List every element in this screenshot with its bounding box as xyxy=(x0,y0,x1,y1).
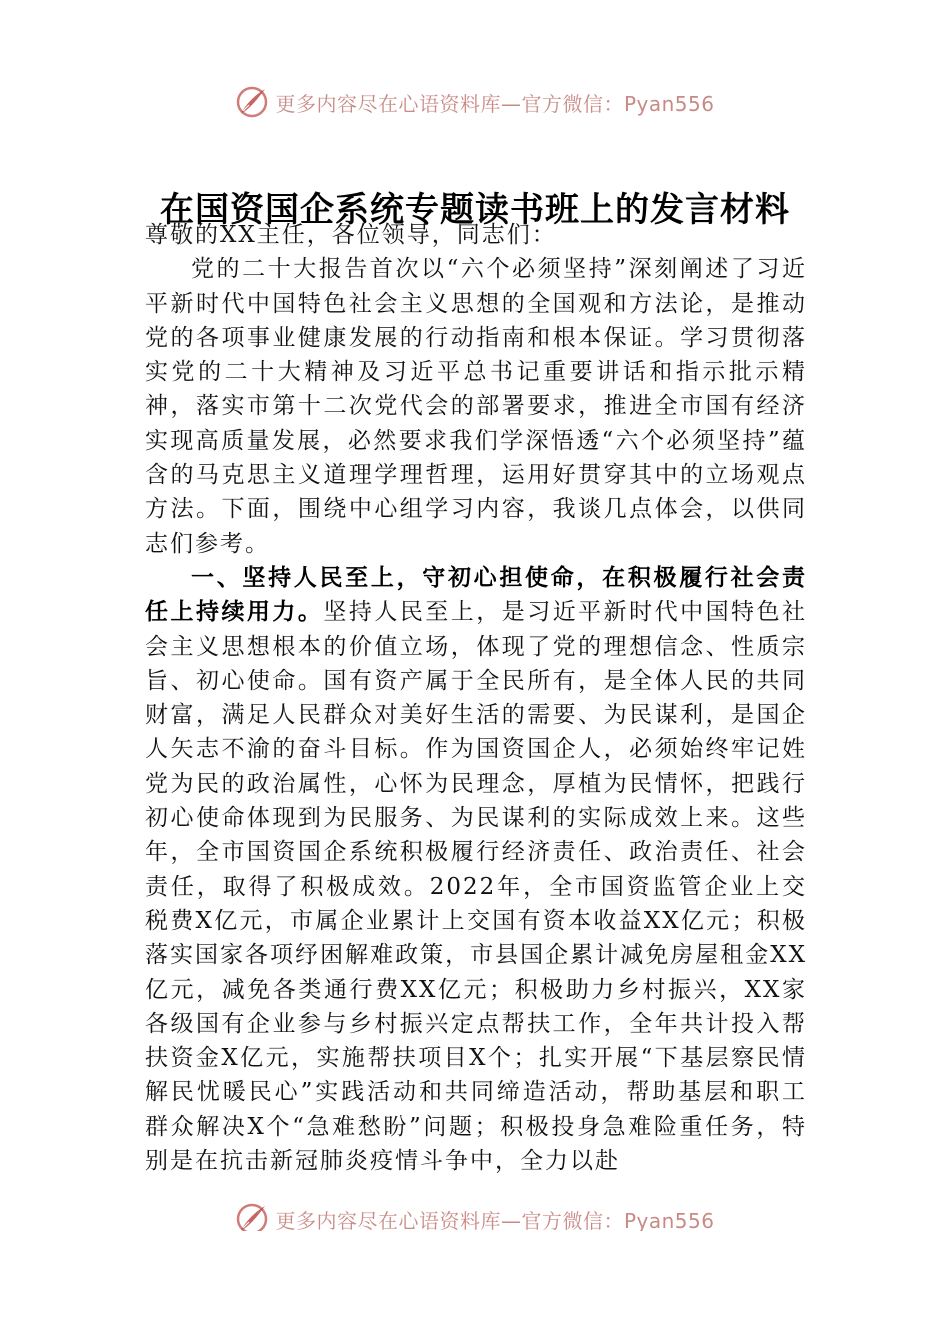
section-1-heading: 一、坚持人民至上，守初心担使命，在积极履行社会责任上持续用力。 xyxy=(145,563,807,626)
watermark-text: 更多内容尽在心语资料库—官方微信：Pyan556 xyxy=(275,91,715,116)
intro-paragraph: 党的二十大报告首次以“六个必须坚持”深刻阐述了习近平新时代中国特色社会主义思想的全国观和方法论，是推动党的各项事业健康发展的行动指南和根本保证。学习贯彻落实党的二十大精神及习近平总书记重要讲话和指示批示精神，落实市第十二次党代会的部署要求，推进全市国有经济实现高质量发展，必然要求我们学深悟透“六个必须坚持”蕴含的马克思主义道理学理哲理，运用好贯穿其中的立场观点方法。下面，围绕中心组学习内容，我谈几点体会，以供同志们参考。 xyxy=(145,256,807,557)
quill-pen-logo-icon xyxy=(235,85,269,119)
document-body xyxy=(145,218,807,1200)
section-1-paragraph xyxy=(145,561,807,1178)
watermark-header xyxy=(0,82,950,122)
quill-pen-logo-icon xyxy=(235,1202,269,1231)
section-1-body: 坚持人民至上，是习近平新时代中国特色社会主义思想根本的价值立场，体现了党的理想信念、性质宗旨、初心使命。国有资产属于全民所有，是全体人民的共同财富，满足人民群众对美好生活的需要、为民谋利，是国企人矢志不渝的奋斗目标。作为国资国企人，必须始终牢记姓党为民的政治属性，心怀为民理念，厚植为民情怀，把践行初心使命体现到为民服务、为民谋利的实际成效上来。这些年，全市国资国企系统积极履行经济责任、政治责任、社会责任，取得了积极成效。2022年，全市国资监管企业上交税费X亿元，市属企业累计上交国有资本收益XX亿元；积极落实国家各项纾困解难政策，市县国企累计减免房屋租金XX亿元，减免各类通行费XX亿元；积极助力乡村振兴，XX家各级国有企业参与乡村振兴定点帮扶工作，全年共计投入帮扶资金X亿元，实施帮扶项目X个；扎实开展“下基层察民情解民忧暖民心”实践活动和共同缔造活动，帮助基层和职工群众解决X个“急难愁盼”问题；积极投身急难险重任务，特别是在抗击新冠肺炎疫情斗争中，全力以赴 xyxy=(145,599,807,1175)
salutation: 尊敬的XX主任，各位领导，同志们： xyxy=(145,222,557,248)
watermark-text: 更多内容尽在心语资料库—官方微信：Pyan556 xyxy=(275,1208,715,1231)
document-title: 在国资国企系统专题读书班上的发言材料 xyxy=(160,190,790,230)
watermark-footer xyxy=(0,1201,950,1231)
